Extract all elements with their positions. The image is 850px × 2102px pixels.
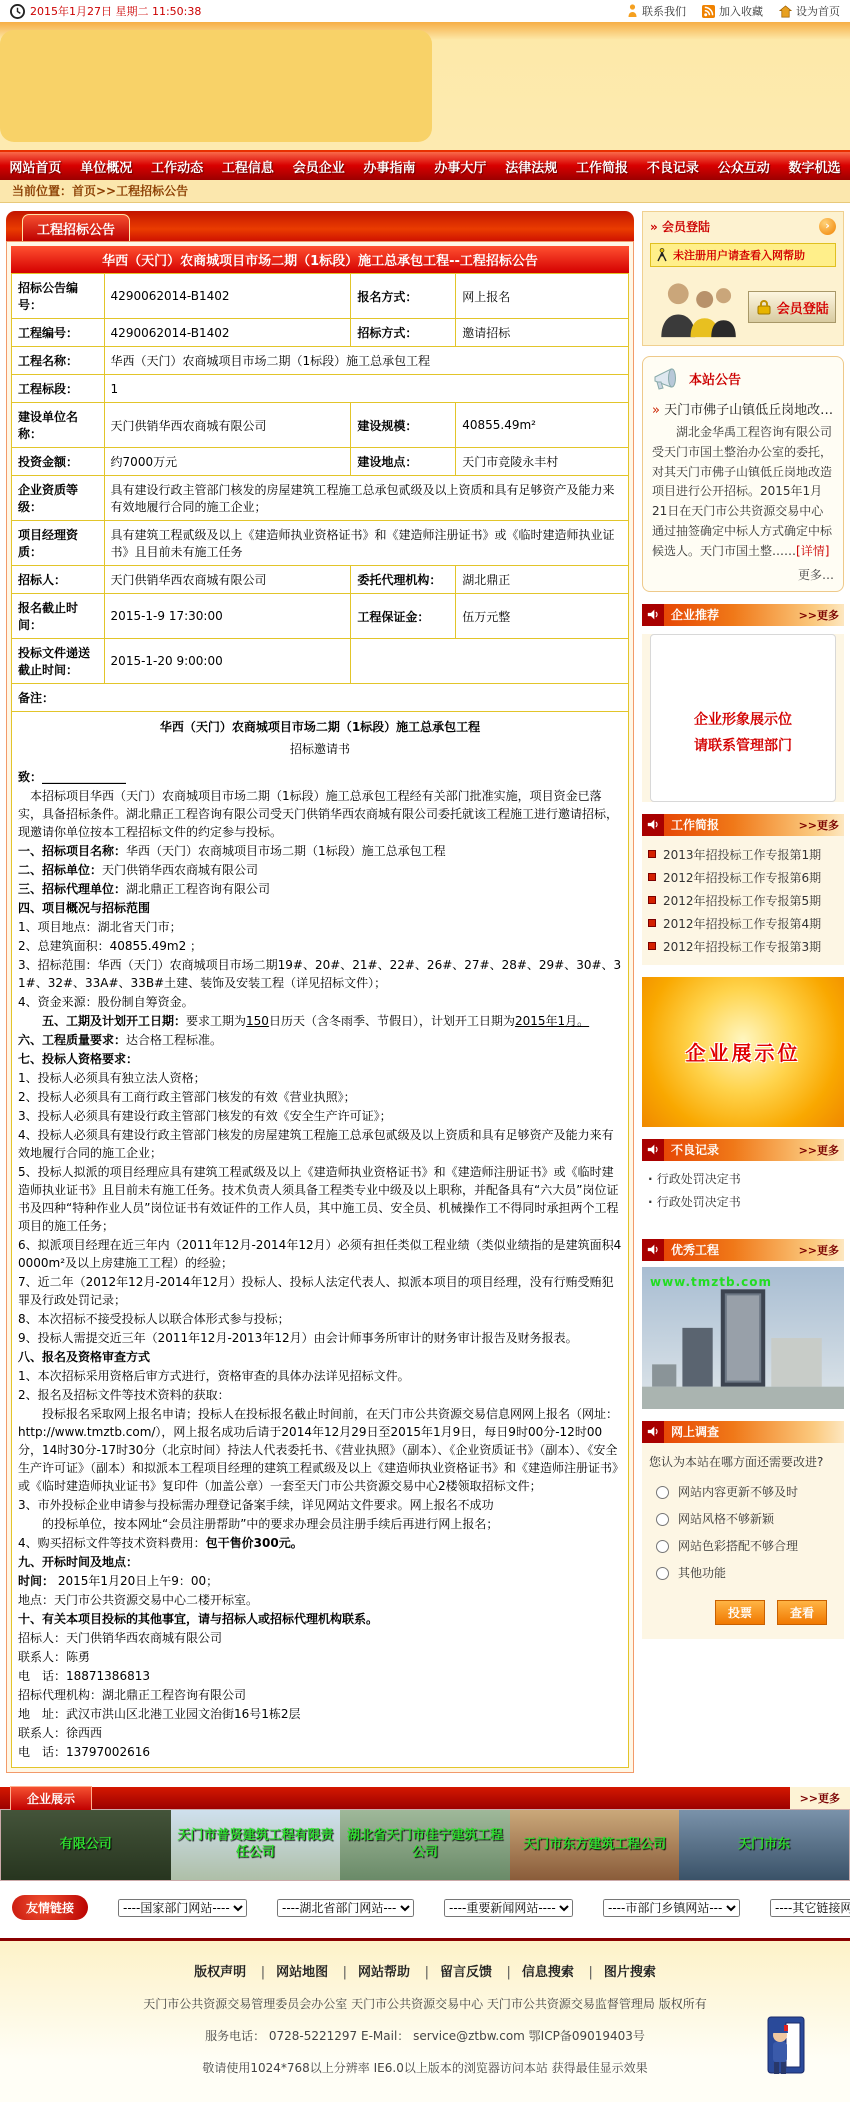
- enterprise-display-banner[interactable]: 企业展示位: [642, 977, 844, 1127]
- notice-line: 4、资金来源：股份制自筹资金。: [18, 995, 194, 1009]
- tender-info-table: [11, 273, 629, 1768]
- bad-records-title: 不良记录: [671, 1143, 720, 1158]
- recommend-more-link[interactable]: >>更多: [798, 608, 839, 622]
- nav-item-home[interactable]: 网站首页: [9, 160, 62, 176]
- notice-line: 招标人：天门供销华西农商城有限公司: [18, 1631, 223, 1645]
- tender-title: 华西（天门）农商城项目市场二期（1标段）施工总承包工程--工程招标公告: [11, 246, 629, 273]
- bulletin-section-header: [642, 814, 844, 836]
- square-bullet-icon: [648, 850, 656, 858]
- lock-icon: [756, 299, 772, 315]
- contact-person-icon: [627, 4, 638, 18]
- excellent-project-photo[interactable]: [642, 1267, 844, 1409]
- square-bullet-icon: [648, 919, 656, 927]
- recommend-section-header: [642, 604, 844, 626]
- announcement-title: 本站公告: [689, 372, 742, 388]
- main-nav: [0, 150, 850, 180]
- footer-link-image-search[interactable]: | 图片搜索: [583, 1965, 660, 1980]
- company-photo[interactable]: 天门市东: [679, 1810, 849, 1880]
- field-label: 报名截止时间：: [12, 594, 105, 639]
- survey-option[interactable]: 网站色彩搭配不够合理: [649, 1532, 837, 1559]
- recommend-title: 企业推荐: [671, 608, 720, 623]
- notice-line: 六、工程质量要求：达合格工程标准。: [18, 1033, 223, 1047]
- notice-line: 2、报名及招标文件等技术资料的获取：: [18, 1388, 230, 1402]
- enterprise-showcase-section: [0, 1787, 850, 1881]
- showcase-header: [0, 1787, 850, 1809]
- field-value: 天门供销华西农商城有限公司: [104, 566, 351, 594]
- notice-line: 九、开标时间及地点：: [18, 1555, 139, 1569]
- home-icon: [779, 5, 792, 18]
- other-sites-select[interactable]: [770, 1899, 850, 1917]
- notice-line: 二、招标单位：天门供销华西农商城有限公司: [18, 863, 259, 877]
- footer-link-info-search[interactable]: | 信息搜索: [502, 1965, 579, 1980]
- excellent-projects-title: 优秀工程: [671, 1243, 720, 1258]
- friend-links-label: 友情链接: [12, 1895, 88, 1920]
- field-value: 湖北鼎正: [456, 566, 629, 594]
- footer-links: [0, 1961, 850, 1980]
- list-item[interactable]: 2013年招投标工作专报第1期: [646, 843, 840, 866]
- site-banner: [0, 22, 850, 150]
- photo-watermark: www.tmztb.com: [650, 1274, 773, 1289]
- radio-button[interactable]: [656, 1540, 669, 1553]
- field-label: 委托代理机构：: [351, 566, 456, 594]
- field-value: 约7000万元: [104, 448, 351, 476]
- field-value: 40855.49m²: [456, 403, 629, 448]
- list-item[interactable]: 2012年招投标工作专报第3期: [646, 935, 840, 958]
- company-photo[interactable]: 湖北省天门市佳宁建筑工程公司: [340, 1810, 510, 1880]
- notice-line: 8、本次招标不接受投标人以联合体形式参与投标；: [18, 1312, 290, 1326]
- nav-item-laws[interactable]: 法律法规: [505, 160, 558, 176]
- notice-line: 七、投标人资格要求：: [18, 1052, 139, 1066]
- survey-option[interactable]: 网站风格不够新颖: [649, 1505, 837, 1532]
- contact-link[interactable]: 联系我们: [627, 3, 686, 19]
- field-label: 建设地点：: [351, 448, 456, 476]
- walking-man-icon: [656, 248, 668, 262]
- field-value: 邀请招标: [456, 319, 629, 347]
- notice-line: 1、本次招标采用资格后审方式进行，资格审查的具体办法详见招标文件。: [18, 1369, 410, 1383]
- company-photo[interactable]: 有限公司: [1, 1810, 171, 1880]
- field-label: 建设规模：: [351, 403, 456, 448]
- nav-item-bad-records[interactable]: 不良记录: [646, 160, 699, 176]
- footer-link-copyright[interactable]: 版权声明: [194, 1965, 247, 1980]
- site-announcement-panel: [642, 356, 844, 592]
- login-row: [650, 275, 836, 339]
- member-login-header: [650, 218, 836, 235]
- speaker-icon: [642, 1139, 664, 1161]
- field-label: 工程标段：: [12, 375, 105, 403]
- notice-line: 6、拟派项目经理在近三年内（2011年12月-2014年12月）必须有担任类似工程业绩（类似业绩指的是建筑面积40000m²及以上房建施工工程）的经验；: [18, 1238, 622, 1270]
- member-login-button[interactable]: 会员登陆: [748, 291, 836, 323]
- announcement-body: 湖北金华禹工程咨询有限公司受天门市国土整治办公室的委托，对其天门市佛子山镇低丘岗地改造项目进行公开招标。2015年1月21日在天门市公共资源交易中心通过抽签确定中标人方式确定中标候选人。天门市国土整……[详情]: [652, 425, 833, 558]
- field-label: 招标方式：: [351, 319, 456, 347]
- speaker-icon: [642, 1421, 664, 1443]
- showcase-tab[interactable]: 企业展示: [10, 1786, 92, 1810]
- main-area: [0, 203, 850, 1773]
- member-login-title: » 会员登陆: [650, 218, 710, 235]
- company-photo[interactable]: 天门市普贤建筑工程有限责任公司: [171, 1810, 341, 1880]
- notice-line: 投标报名采取网上报名申请；投标人在投标报名截止时间前，在天门市公共资源交易信息网网上报名（网址：http://www.tmztb.com/），网上报名成功后请于2014年12月29日至2015年1月9日，每日9时00分-12时00分，14时30分-17时30分（北京时间）持法人代表委托书、《营业执照》（副本）、《企业资质证书》（副本）、《安全生产许可证》（副本）和拟派本工程项目经理的建筑工程贰级及以上《建造师执业资格证书》和《建造师注册证书》或《临时建造师执业证书》复印件（加盖公章）一套至天门市公共资源交易中心2楼领取招标文件；: [18, 1407, 619, 1493]
- arrow-circle-icon[interactable]: [819, 218, 836, 235]
- nav-item-bulletin[interactable]: 工作简报: [576, 160, 629, 176]
- nav-item-news[interactable]: 工作动态: [151, 160, 204, 176]
- notice-line: 致：______________: [18, 770, 127, 784]
- speaker-icon: [642, 604, 664, 626]
- field-label: 投标文件递送截止时间：: [12, 639, 105, 684]
- content-column: [6, 211, 634, 1773]
- nav-item-members[interactable]: 会员企业: [292, 160, 345, 176]
- notice-line: 四、项目概况与招标范围: [18, 901, 151, 915]
- nav-item-hall[interactable]: 办事大厅: [434, 160, 487, 176]
- footer-link-feedback[interactable]: | 留言反馈: [420, 1965, 497, 1980]
- footer-link-sitemap[interactable]: | 网站地图: [256, 1965, 333, 1980]
- company-photo-strip: [0, 1809, 850, 1881]
- news-sites-select[interactable]: [444, 1899, 573, 1917]
- field-label: 工程编号：: [12, 319, 105, 347]
- field-value: 1: [104, 375, 628, 403]
- breadcrumb: 当前位置：首页>>工程招标公告: [0, 180, 850, 203]
- field-value: 4290062014-B1402: [104, 274, 351, 319]
- company-showcase-placeholder: 企业形象展示位 请联系管理部门: [650, 634, 836, 802]
- township-sites-select[interactable]: [603, 1899, 740, 1917]
- members-photo: [650, 275, 740, 339]
- register-help-link[interactable]: 未注册用户请查看入网帮助: [650, 243, 836, 267]
- survey-title: 网上调查: [671, 1425, 720, 1440]
- notice-line: 7、近二年（2012年12月-2014年12月）投标人、投标人法定代表人、拟派本项目的项目经理，没有行贿受贿犯罪及行政处罚记录；: [18, 1275, 614, 1307]
- field-label: 招标人：: [12, 566, 105, 594]
- bad-records-list: [642, 1161, 844, 1227]
- notice-line: 本招标项目华西（天门）农商城项目市场二期（1标段）施工总承包工程经有关部门批准实施，项目资金已落实，具备招标条件。湖北鼎正工程咨询有限公司受天门供销华西农商城有限公司委托就该工程施工进行邀请招标，现邀请你单位按本工程招标文件的约定参与投标。: [18, 789, 619, 839]
- bad-records-section-header: [642, 1139, 844, 1161]
- copyright-line: 天门市公共资源交易管理委员会办公室 天门市公共资源交易中心 天门市公共资源交易监督管理局 版权所有: [143, 1997, 707, 2011]
- rss-favorite-icon: [702, 5, 715, 18]
- speaker-icon: [642, 814, 664, 836]
- field-label: 企业资质等级：: [12, 476, 105, 521]
- notice-line: 招标邀请书: [289, 742, 350, 756]
- list-item[interactable]: · 行政处罚决定书: [646, 1190, 840, 1213]
- field-label: 投资金额：: [12, 448, 105, 476]
- notice-line: 1、投标人必须具有独立法人资格；: [18, 1071, 206, 1085]
- notice-line: 电 话：13797002616: [18, 1745, 150, 1759]
- survey-option[interactable]: 网站内容更新不够及时: [649, 1478, 837, 1505]
- notice-line: 9、投标人需提交近三年（2011年12月-2013年12月）由会计师事务所审计的财务审计报告及财务报表。: [18, 1331, 578, 1345]
- bulletin-more-link[interactable]: >>更多: [798, 818, 839, 832]
- set-homepage-link[interactable]: 设为首页: [779, 3, 840, 19]
- survey-question: 您认为本站在哪方面还需要改进?: [649, 1454, 824, 1469]
- tender-notice: [12, 712, 629, 1768]
- list-item[interactable]: · 行政处罚决定书: [646, 1167, 840, 1190]
- field-value: 天门供销华西农商城有限公司: [104, 403, 351, 448]
- megaphone-icon: [652, 365, 682, 391]
- notice-line: 地 址：武汉市洪山区北港工业园文治街16号1栋2层: [18, 1707, 301, 1721]
- view-results-button[interactable]: 查看: [777, 1600, 827, 1625]
- speaker-icon: [642, 1239, 664, 1261]
- datetime: 2015年1月27日 星期二 11:50:38: [10, 3, 201, 19]
- nav-item-interaction[interactable]: 公众互动: [717, 160, 770, 176]
- detail-link[interactable]: [详情]: [796, 543, 830, 558]
- banner-graphic: [0, 30, 432, 142]
- friend-links-bar: [0, 1881, 850, 1934]
- notice-line: 的投标单位，按本网址“会员注册帮助”中的要求办理会员注册手续后再进行网上报名；: [18, 1517, 499, 1531]
- notice-line: 时间： 2015年1月20日上午9：00；: [18, 1574, 219, 1588]
- nav-item-guide[interactable]: 办事指南: [363, 160, 416, 176]
- field-value: 具有建设行政主管部门核发的房屋建筑工程施工总承包贰级及以上资质和具有足够资产及能力来有效地履行合同的施工企业；: [104, 476, 628, 521]
- field-value: 具有建筑工程贰级及以上《建造师执业资格证书》和《建造师注册证书》或《临时建造师执业证书》且目前未有施工任务: [104, 521, 628, 566]
- member-login-panel: [642, 211, 844, 346]
- square-bullet-icon: [648, 873, 656, 881]
- survey-section-header: [642, 1421, 844, 1443]
- content-tab-bar: [6, 211, 634, 241]
- notice-line: 3、市外投标企业申请参与投标需办理登记备案手续，详见网站文件要求。网上报名不成功: [18, 1498, 494, 1512]
- announcement-more-link[interactable]: 更多…: [797, 567, 834, 582]
- notice-line: 地点：天门市公共资源交易中心二楼开标室。: [18, 1593, 259, 1607]
- tender-box: [6, 241, 634, 1773]
- bulletin-title: 工作简报: [671, 818, 720, 833]
- nav-item-digital[interactable]: 数字机选: [788, 160, 841, 176]
- field-label: 招标公告编号：: [12, 274, 105, 319]
- square-bullet-icon: [648, 942, 656, 950]
- square-bullet-icon: [648, 896, 656, 904]
- notice-line: 八、报名及资格审查方式: [18, 1350, 151, 1364]
- notice-line: 三、招标代理单位：湖北鼎正工程咨询有限公司: [18, 882, 271, 896]
- field-value: 2015-1-9 17:30:00: [104, 594, 351, 639]
- notice-line: 2、总建筑面积：40855.49m2 ；: [18, 939, 203, 953]
- favorite-link[interactable]: 加入收藏: [702, 3, 763, 19]
- company-photo[interactable]: 天门市东方建筑工程公司: [510, 1810, 680, 1880]
- notice-line: 1、项目地点：湖北省天门市；: [18, 920, 182, 934]
- notice-line: 五、工期及计划开工日期：要求工期为150日历天（含冬雨季、节假日），计划开工日期为2015年1月。: [18, 1014, 590, 1028]
- survey-buttons: [649, 1586, 837, 1625]
- nav-item-about[interactable]: 单位概况: [80, 160, 133, 176]
- notice-line: 3、投标人必须具有建设行政主管部门核发的有效《安全生产许可证》；: [18, 1109, 392, 1123]
- nav-item-projects[interactable]: 工程信息: [221, 160, 274, 176]
- vote-button[interactable]: 投票: [715, 1600, 765, 1625]
- field-label: 报名方式：: [351, 274, 456, 319]
- excellent-projects-section-header: [642, 1239, 844, 1261]
- notice-line: 3、招标范围：华西（天门）农商城项目市场二期19#、20#、21#、22#、26#、27#、28#、29#、30#、31#、32#、33A#、33B#土建、装饰及安装工程（详见招标文件）；: [18, 958, 622, 990]
- bulletin-list: [642, 836, 844, 965]
- footer-link-help[interactable]: | 网站帮助: [338, 1965, 415, 1980]
- top-bar: [0, 0, 850, 22]
- announcement-link[interactable]: » 天门市佛子山镇低丘岗地改…: [652, 399, 834, 418]
- list-item[interactable]: 2012年招投标工作专报第6期: [646, 866, 840, 889]
- tab-tender-announcement[interactable]: 工程招标公告: [22, 214, 130, 241]
- top-links: [627, 3, 840, 19]
- field-label: 工程名称：: [12, 347, 105, 375]
- notice-line: 联系人：徐西西: [18, 1726, 103, 1740]
- police-mascot: [760, 2007, 812, 2079]
- excellent-projects-more-link[interactable]: >>更多: [798, 1243, 839, 1257]
- field-label: 项目经理资质：: [12, 521, 105, 566]
- bad-records-more-link[interactable]: >>更多: [798, 1143, 839, 1157]
- announcement-header: [652, 365, 834, 391]
- radio-button[interactable]: [656, 1567, 669, 1580]
- field-value: 2015-1-20 9:00:00: [104, 639, 351, 684]
- radio-button[interactable]: [656, 1486, 669, 1499]
- notice-line: 2、投标人必须具有工商行政主管部门核发的有效《营业执照》；: [18, 1090, 356, 1104]
- footer: [0, 1941, 850, 2102]
- notice-line: 一、招标项目名称：华西（天门）农商城项目市场二期（1标段）施工总承包工程: [18, 844, 446, 858]
- notice-line: 4、购买招标文件等技术资料费用：包干售价300元。: [18, 1536, 303, 1550]
- notice-line: 招标代理机构：湖北鼎正工程咨询有限公司: [18, 1688, 247, 1702]
- list-item[interactable]: 2012年招投标工作专报第4期: [646, 912, 840, 935]
- recommend-body: [642, 634, 844, 802]
- list-item[interactable]: 2012年招投标工作专报第5期: [646, 889, 840, 912]
- survey-option[interactable]: 其他功能: [649, 1559, 837, 1586]
- showcase-more-link[interactable]: >>更多: [790, 1787, 850, 1809]
- notice-line: 5、投标人拟派的项目经理应具有建筑工程贰级及以上《建造师执业资格证书》和《建造师注册证书》或《临时建造师执业证书》且目前未有施工任务。技术负责人须具备工程类专业中级及以上职称，并配备具有“六大员”岗位证书及四种“特种作业人员”岗位证书有效证件的工作人员，其中施工员、安全员、机械操作工不得同时承担两个工程项目的施工任务；: [18, 1165, 619, 1233]
- field-label: 工程保证金：: [351, 594, 456, 639]
- field-value: 伍万元整: [456, 594, 629, 639]
- radio-button[interactable]: [656, 1513, 669, 1526]
- browser-notice-line: 敬请使用1024*768以上分辨率 IE6.0以上版本的浏览器访问本站 获得最佳显示效果: [202, 2061, 648, 2075]
- hubei-sites-select[interactable]: [277, 1899, 414, 1917]
- notice-line: 电 话：18871386813: [18, 1669, 150, 1683]
- sidebar: [642, 211, 844, 1639]
- national-sites-select[interactable]: [118, 1899, 247, 1917]
- notice-line: 联系人：陈勇: [18, 1650, 91, 1664]
- field-value: 华西（天门）农商城项目市场二期（1标段）施工总承包工程: [104, 347, 628, 375]
- field-value: 4290062014-B1402: [104, 319, 351, 347]
- online-survey: [642, 1443, 844, 1639]
- service-contact-line: 服务电话： 0728-5221297 E-Mail： service@ztbw.com 鄂ICP备09019403号: [205, 2029, 645, 2043]
- notice-line: 十、有关本项目投标的其他事宜，请与招标人或招标代理机构联系。: [18, 1612, 379, 1626]
- field-value: [351, 639, 629, 684]
- notice-line: 华西（天门）农商城项目市场二期（1标段）施工总承包工程: [159, 720, 481, 734]
- field-value: 天门市竞陵永丰村: [456, 448, 629, 476]
- notice-line: 4、投标人必须具有建设行政主管部门核发的房屋建筑工程施工总承包贰级及以上资质和具有足够资产及能力来有效地履行合同的施工企业；: [18, 1128, 614, 1160]
- field-label: 备注：: [12, 684, 629, 712]
- field-value: 网上报名: [456, 274, 629, 319]
- clock-icon: [10, 4, 25, 19]
- field-label: 建设单位名称：: [12, 403, 105, 448]
